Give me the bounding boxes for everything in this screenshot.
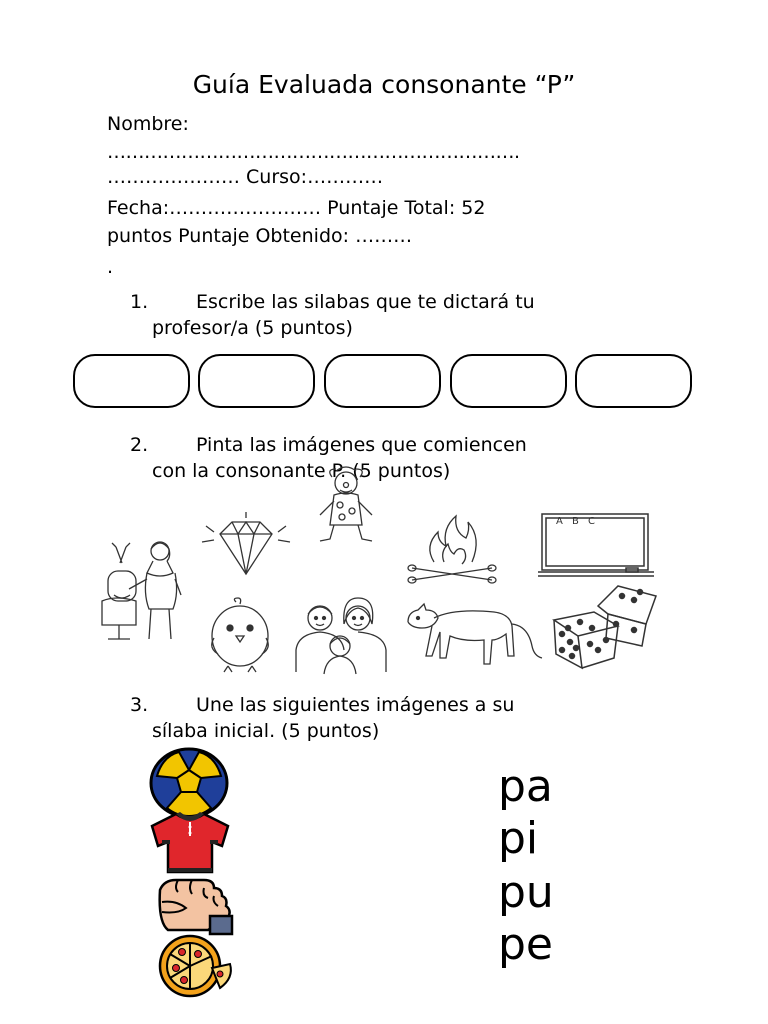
dice-picture[interactable] [550,584,662,670]
answer-box-5[interactable] [575,354,692,408]
item-3-text: Une las siguientes imágenes a su [196,694,515,716]
bonfire-picture[interactable] [404,510,500,588]
page-title: Guía Evaluada consonante “P” [192,70,576,99]
answer-box-1[interactable] [73,354,190,408]
item-2-text: Pinta las imágenes que comiencen [196,434,527,456]
shirt-picture[interactable] [148,810,232,874]
fecha-line[interactable]: Fecha:…………………… Puntaje Total: 52 [107,197,486,219]
hairdresser-picture[interactable] [96,535,192,645]
item-3-text-2: sílaba inicial. (5 puntos) [152,720,380,742]
family-picture[interactable] [292,594,388,674]
puntaje-line[interactable]: puntos Puntaje Obtenido: ……… [107,225,413,247]
syllable-pe[interactable]: pe [498,919,553,970]
diamond-picture[interactable] [196,508,296,580]
item-1-number: 1. [130,291,149,313]
dot-line: . [107,256,114,278]
curso-line[interactable]: ………………… Curso:………… [107,166,384,188]
chick-picture[interactable] [206,598,274,672]
syllable-pi[interactable]: pi [498,813,539,864]
answer-box-4[interactable] [450,354,567,408]
soccer-ball-picture[interactable] [149,748,229,818]
item-1-text: Escribe las silabas que te dictará tu [196,291,535,313]
answer-box-3[interactable] [324,354,441,408]
item-3-number: 3. [130,694,149,716]
answer-box-2[interactable] [198,354,315,408]
nombre-label: Nombre: [107,113,189,135]
item-2-number: 2. [130,434,149,456]
syllable-pa[interactable]: pa [498,761,553,812]
nombre-dots[interactable]: …………………………………………………………. [107,141,520,163]
item-1-text-2: profesor/a (5 puntos) [152,317,353,339]
syllable-pu[interactable]: pu [498,867,554,918]
blackboard-text: A B C [556,516,599,527]
pizza-picture[interactable] [152,932,234,998]
fist-picture[interactable] [154,876,234,936]
clown-picture[interactable] [306,465,386,549]
item-2-text-2: con la consonante P. (5 puntos) [152,460,451,482]
puma-picture[interactable] [404,598,544,664]
